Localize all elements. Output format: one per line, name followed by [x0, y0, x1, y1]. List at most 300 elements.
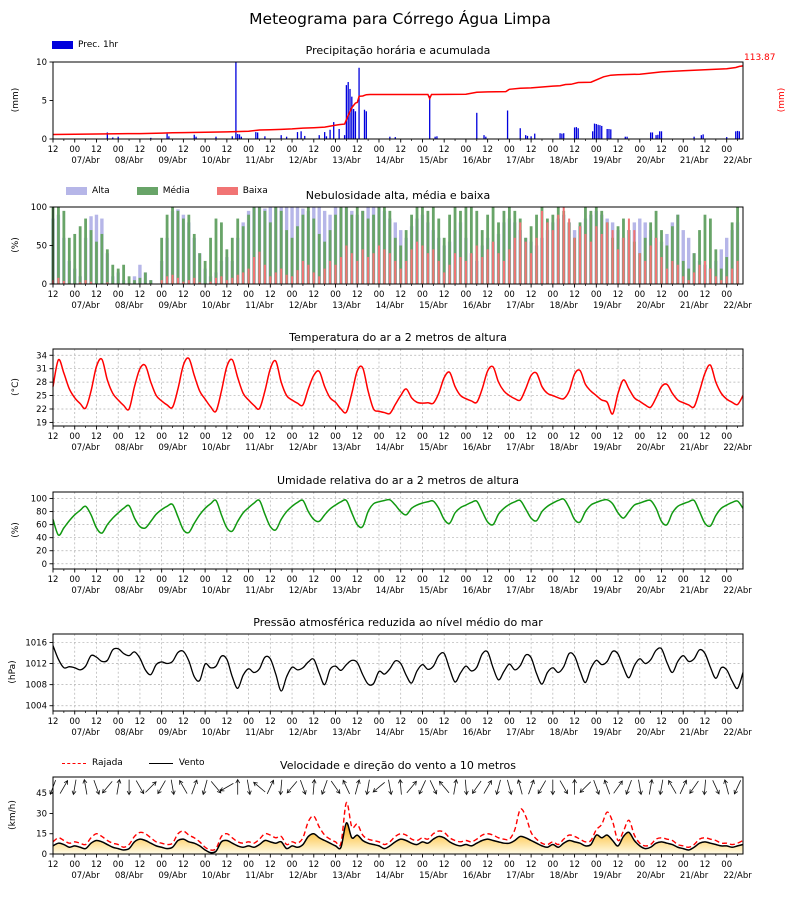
svg-text:18/Abr: 18/Abr: [549, 156, 578, 166]
svg-text:00: 00: [156, 717, 168, 727]
svg-text:10: 10: [36, 58, 47, 68]
svg-text:20/Abr: 20/Abr: [636, 728, 665, 738]
svg-text:12: 12: [177, 145, 189, 155]
svg-text:20/Abr: 20/Abr: [636, 156, 665, 166]
svg-text:00: 00: [634, 860, 646, 870]
svg-text:12: 12: [351, 575, 363, 585]
svg-text:00: 00: [721, 290, 733, 300]
svg-text:14/Abr: 14/Abr: [375, 586, 405, 596]
svg-text:19/Abr: 19/Abr: [592, 301, 622, 311]
svg-text:12: 12: [177, 432, 189, 442]
svg-text:08/Abr: 08/Abr: [114, 728, 144, 738]
svg-text:40: 40: [36, 533, 47, 544]
svg-text:0: 0: [41, 280, 47, 290]
svg-text:07/Abr: 07/Abr: [71, 301, 100, 311]
svg-text:10/Abr: 10/Abr: [201, 586, 231, 596]
svg-text:00: 00: [373, 575, 385, 585]
svg-text:16/Abr: 16/Abr: [462, 871, 491, 881]
svg-text:12: 12: [308, 860, 320, 870]
svg-text:0: 0: [41, 135, 47, 145]
svg-text:00: 00: [503, 145, 515, 155]
svg-text:11/Abr: 11/Abr: [245, 443, 274, 453]
svg-text:12: 12: [525, 575, 537, 585]
svg-text:00: 00: [503, 860, 515, 870]
svg-text:00: 00: [677, 290, 689, 300]
svg-text:12/Abr: 12/Abr: [288, 301, 318, 311]
svg-text:00: 00: [590, 717, 602, 727]
accum-total-annotation: 113.87: [744, 53, 776, 63]
svg-text:00: 00: [417, 290, 428, 300]
baixa-swatch: [217, 187, 238, 195]
svg-text:00: 00: [460, 575, 472, 585]
svg-text:00: 00: [417, 145, 428, 155]
svg-text:00: 00: [590, 290, 602, 300]
svg-text:12: 12: [482, 432, 494, 442]
svg-text:12: 12: [221, 432, 233, 442]
svg-text:12: 12: [569, 717, 580, 727]
svg-text:12: 12: [612, 575, 624, 585]
svg-text:12: 12: [438, 432, 450, 442]
svg-text:12: 12: [351, 860, 363, 870]
svg-text:100: 100: [30, 203, 47, 213]
svg-text:12: 12: [525, 860, 537, 870]
svg-text:12: 12: [438, 717, 450, 727]
svg-text:00: 00: [417, 575, 428, 585]
svg-text:12: 12: [221, 290, 233, 300]
svg-text:12: 12: [612, 717, 624, 727]
svg-text:12: 12: [438, 290, 450, 300]
svg-text:00: 00: [634, 717, 646, 727]
svg-text:16/Abr: 16/Abr: [462, 728, 491, 738]
svg-text:00: 00: [199, 860, 211, 870]
svg-text:12: 12: [264, 290, 276, 300]
svg-text:12: 12: [308, 145, 320, 155]
panel-title-temperature: Temperatura do ar a 2 metros de altura: [289, 331, 507, 344]
svg-text:00: 00: [503, 575, 515, 585]
svg-text:00: 00: [69, 290, 81, 300]
svg-text:08/Abr: 08/Abr: [114, 443, 144, 453]
svg-text:22/Abr: 22/Abr: [723, 301, 752, 311]
figure-title: Meteograma para Córrego Água Limpa: [249, 10, 551, 28]
svg-text:00: 00: [286, 290, 298, 300]
svg-text:07/Abr: 07/Abr: [71, 156, 100, 166]
svg-text:13/Abr: 13/Abr: [332, 301, 361, 311]
svg-text:15/Abr: 15/Abr: [419, 156, 448, 166]
svg-text:12: 12: [656, 290, 667, 300]
svg-text:14/Abr: 14/Abr: [375, 871, 405, 881]
svg-text:12: 12: [482, 860, 494, 870]
svg-text:08/Abr: 08/Abr: [114, 156, 144, 166]
svg-text:00: 00: [286, 145, 298, 155]
legend-wind: [62, 758, 205, 768]
svg-text:12: 12: [221, 717, 233, 727]
vento-swatch: [149, 763, 173, 764]
svg-text:12: 12: [47, 290, 59, 300]
precip-legend-label: Prec. 1hr: [78, 40, 119, 50]
svg-text:12: 12: [264, 717, 276, 727]
svg-text:19/Abr: 19/Abr: [592, 443, 622, 453]
svg-text:21/Abr: 21/Abr: [679, 156, 709, 166]
svg-text:15/Abr: 15/Abr: [419, 443, 448, 453]
svg-text:00: 00: [590, 145, 602, 155]
svg-text:00: 00: [721, 575, 733, 585]
svg-text:12: 12: [612, 860, 624, 870]
svg-text:15/Abr: 15/Abr: [419, 871, 448, 881]
svg-text:00: 00: [547, 290, 559, 300]
svg-text:20/Abr: 20/Abr: [636, 586, 665, 596]
svg-text:22/Abr: 22/Abr: [723, 443, 752, 453]
svg-text:00: 00: [112, 290, 124, 300]
y-label-pressure: (hPa): [8, 660, 18, 684]
legend-precipitation: [52, 40, 118, 50]
svg-text:00: 00: [286, 575, 298, 585]
svg-text:12/Abr: 12/Abr: [288, 728, 318, 738]
svg-text:12: 12: [482, 145, 494, 155]
svg-text:12: 12: [134, 145, 146, 155]
svg-text:80: 80: [36, 507, 47, 518]
svg-text:18/Abr: 18/Abr: [549, 586, 578, 596]
svg-text:00: 00: [199, 432, 211, 442]
svg-text:00: 00: [243, 575, 255, 585]
svg-text:30: 30: [36, 809, 47, 820]
svg-text:09/Abr: 09/Abr: [158, 301, 187, 311]
svg-text:00: 00: [69, 432, 81, 442]
svg-text:00: 00: [243, 432, 255, 442]
svg-text:100: 100: [30, 494, 47, 505]
svg-text:15/Abr: 15/Abr: [419, 301, 448, 311]
svg-text:00: 00: [460, 717, 472, 727]
svg-text:12: 12: [525, 290, 537, 300]
y-label-wind: (km/h): [8, 800, 18, 830]
y-label-cloudiness: (%): [11, 237, 21, 253]
svg-text:12: 12: [699, 860, 711, 870]
svg-text:28: 28: [36, 378, 47, 389]
svg-text:12: 12: [699, 432, 711, 442]
svg-text:12: 12: [91, 717, 102, 727]
svg-text:60: 60: [36, 520, 47, 531]
svg-text:00: 00: [547, 145, 559, 155]
svg-text:12: 12: [134, 290, 146, 300]
svg-text:00: 00: [547, 575, 559, 585]
svg-text:12: 12: [569, 432, 580, 442]
svg-text:08/Abr: 08/Abr: [114, 301, 144, 311]
svg-text:13/Abr: 13/Abr: [332, 728, 361, 738]
svg-text:22/Abr: 22/Abr: [723, 728, 752, 738]
svg-text:12: 12: [351, 432, 363, 442]
svg-text:45: 45: [36, 789, 47, 800]
svg-text:00: 00: [199, 717, 211, 727]
svg-text:00: 00: [547, 717, 559, 727]
svg-text:00: 00: [112, 860, 124, 870]
svg-text:12: 12: [91, 575, 102, 585]
svg-text:12: 12: [221, 575, 233, 585]
precip-swatch: [52, 41, 73, 49]
svg-text:00: 00: [590, 575, 602, 585]
svg-text:00: 00: [286, 860, 298, 870]
svg-text:20/Abr: 20/Abr: [636, 301, 665, 311]
svg-text:12: 12: [177, 860, 189, 870]
svg-text:00: 00: [417, 717, 428, 727]
svg-text:12: 12: [264, 145, 276, 155]
svg-text:00: 00: [156, 145, 168, 155]
svg-text:12/Abr: 12/Abr: [288, 871, 318, 881]
svg-text:00: 00: [634, 575, 646, 585]
svg-text:12: 12: [177, 290, 189, 300]
svg-text:21/Abr: 21/Abr: [679, 586, 709, 596]
svg-text:00: 00: [112, 575, 124, 585]
svg-text:19/Abr: 19/Abr: [592, 156, 622, 166]
y-label-precipitation: (mm): [11, 87, 21, 113]
svg-text:5: 5: [41, 96, 47, 107]
svg-text:17/Abr: 17/Abr: [506, 443, 535, 453]
svg-text:00: 00: [156, 290, 168, 300]
svg-text:17/Abr: 17/Abr: [506, 871, 535, 881]
svg-text:0: 0: [41, 850, 47, 860]
svg-text:12: 12: [91, 145, 102, 155]
svg-text:1012: 1012: [25, 659, 47, 670]
rajada-legend-label: Rajada: [92, 758, 123, 768]
svg-text:09/Abr: 09/Abr: [158, 728, 187, 738]
svg-text:18/Abr: 18/Abr: [549, 871, 578, 881]
svg-text:12: 12: [47, 717, 59, 727]
svg-text:12: 12: [395, 717, 407, 727]
svg-text:11/Abr: 11/Abr: [245, 156, 274, 166]
svg-text:12: 12: [612, 145, 624, 155]
svg-text:00: 00: [677, 860, 689, 870]
svg-text:12: 12: [438, 860, 450, 870]
svg-text:12: 12: [438, 145, 450, 155]
svg-text:00: 00: [199, 290, 211, 300]
svg-text:07/Abr: 07/Abr: [71, 586, 100, 596]
svg-text:12: 12: [134, 575, 146, 585]
svg-text:00: 00: [286, 432, 298, 442]
svg-text:00: 00: [69, 860, 81, 870]
svg-text:00: 00: [677, 717, 689, 727]
svg-text:10/Abr: 10/Abr: [201, 301, 231, 311]
svg-text:00: 00: [286, 717, 298, 727]
svg-text:12: 12: [656, 717, 667, 727]
svg-text:12: 12: [569, 575, 580, 585]
svg-text:09/Abr: 09/Abr: [158, 443, 187, 453]
svg-text:50: 50: [36, 241, 47, 252]
svg-text:00: 00: [330, 575, 341, 585]
svg-text:00: 00: [373, 145, 385, 155]
svg-text:00: 00: [330, 145, 341, 155]
svg-text:12: 12: [612, 290, 624, 300]
svg-text:00: 00: [721, 860, 733, 870]
svg-text:0: 0: [41, 559, 47, 570]
svg-text:12: 12: [395, 145, 407, 155]
svg-text:12: 12: [47, 575, 59, 585]
alta-swatch: [66, 187, 87, 195]
alta-legend-label: Alta: [92, 186, 110, 196]
media-legend-label: Média: [162, 186, 190, 196]
svg-text:00: 00: [243, 290, 255, 300]
svg-text:10/Abr: 10/Abr: [201, 156, 231, 166]
svg-text:20/Abr: 20/Abr: [636, 443, 665, 453]
y-label-accum-right: (mm): [777, 87, 787, 113]
svg-text:20/Abr: 20/Abr: [636, 871, 665, 881]
svg-text:16/Abr: 16/Abr: [462, 586, 491, 596]
svg-text:00: 00: [243, 860, 255, 870]
svg-text:00: 00: [634, 145, 646, 155]
svg-text:12: 12: [134, 432, 146, 442]
svg-text:00: 00: [503, 290, 515, 300]
svg-text:00: 00: [373, 432, 385, 442]
svg-text:00: 00: [112, 432, 124, 442]
svg-text:34: 34: [36, 351, 47, 362]
svg-text:12: 12: [264, 860, 276, 870]
svg-text:00: 00: [199, 145, 211, 155]
svg-text:12: 12: [134, 717, 146, 727]
svg-text:10/Abr: 10/Abr: [201, 443, 231, 453]
svg-text:12: 12: [525, 432, 537, 442]
svg-text:00: 00: [112, 145, 124, 155]
svg-text:08/Abr: 08/Abr: [114, 586, 144, 596]
panel-title-precipitation: Precipitação horária e acumulada: [305, 44, 491, 57]
svg-text:22/Abr: 22/Abr: [723, 586, 752, 596]
svg-text:00: 00: [156, 432, 168, 442]
svg-text:00: 00: [634, 432, 646, 442]
panel-title-cloudiness: Nebulosidade alta, média e baixa: [305, 189, 491, 202]
baixa-legend-label: Baixa: [242, 186, 268, 196]
svg-text:00: 00: [330, 860, 341, 870]
svg-text:13/Abr: 13/Abr: [332, 586, 361, 596]
svg-text:00: 00: [243, 145, 255, 155]
svg-text:12: 12: [221, 860, 233, 870]
svg-text:00: 00: [503, 717, 515, 727]
svg-text:14/Abr: 14/Abr: [375, 156, 405, 166]
svg-text:12: 12: [221, 145, 233, 155]
svg-text:14/Abr: 14/Abr: [375, 301, 405, 311]
svg-text:00: 00: [590, 432, 602, 442]
svg-text:15/Abr: 15/Abr: [419, 728, 448, 738]
svg-text:12: 12: [351, 717, 363, 727]
svg-text:08/Abr: 08/Abr: [114, 871, 144, 881]
svg-text:00: 00: [460, 290, 472, 300]
svg-text:12: 12: [91, 432, 102, 442]
svg-text:10/Abr: 10/Abr: [201, 871, 231, 881]
svg-text:07/Abr: 07/Abr: [71, 871, 100, 881]
svg-text:12: 12: [656, 575, 667, 585]
svg-text:00: 00: [677, 432, 689, 442]
svg-text:12: 12: [47, 145, 59, 155]
svg-text:19/Abr: 19/Abr: [592, 728, 622, 738]
svg-text:12: 12: [47, 432, 59, 442]
svg-text:00: 00: [330, 717, 341, 727]
svg-text:14/Abr: 14/Abr: [375, 443, 405, 453]
vento-legend-label: Vento: [178, 758, 205, 768]
svg-text:12: 12: [134, 860, 146, 870]
svg-text:21/Abr: 21/Abr: [679, 728, 709, 738]
svg-text:11/Abr: 11/Abr: [245, 871, 274, 881]
svg-text:12: 12: [395, 290, 407, 300]
svg-text:00: 00: [634, 290, 646, 300]
svg-text:12: 12: [482, 717, 494, 727]
svg-text:00: 00: [677, 145, 689, 155]
svg-text:12/Abr: 12/Abr: [288, 586, 318, 596]
svg-text:21/Abr: 21/Abr: [679, 443, 709, 453]
svg-text:12: 12: [308, 432, 320, 442]
svg-text:00: 00: [156, 860, 168, 870]
rajada-swatch: [62, 763, 86, 764]
svg-text:18/Abr: 18/Abr: [549, 443, 578, 453]
panel-title-humidity: Umidade relativa do ar a 2 metros de altura: [276, 474, 520, 487]
svg-text:31: 31: [36, 364, 47, 375]
svg-text:12: 12: [569, 145, 580, 155]
svg-text:09/Abr: 09/Abr: [158, 156, 187, 166]
svg-text:12: 12: [699, 575, 711, 585]
svg-text:12: 12: [482, 575, 494, 585]
svg-text:17/Abr: 17/Abr: [506, 156, 535, 166]
svg-text:11/Abr: 11/Abr: [245, 728, 274, 738]
svg-text:00: 00: [460, 145, 472, 155]
svg-text:13/Abr: 13/Abr: [332, 156, 361, 166]
svg-text:00: 00: [330, 432, 341, 442]
svg-text:00: 00: [721, 145, 733, 155]
svg-text:12: 12: [91, 290, 102, 300]
svg-text:00: 00: [460, 860, 472, 870]
svg-text:00: 00: [547, 860, 559, 870]
svg-text:22: 22: [36, 404, 47, 415]
svg-text:12: 12: [47, 860, 59, 870]
svg-text:12: 12: [395, 575, 407, 585]
svg-text:07/Abr: 07/Abr: [71, 443, 100, 453]
svg-text:12: 12: [395, 432, 407, 442]
svg-text:15/Abr: 15/Abr: [419, 586, 448, 596]
svg-text:1004: 1004: [25, 701, 47, 712]
svg-text:19/Abr: 19/Abr: [592, 871, 622, 881]
svg-text:09/Abr: 09/Abr: [158, 871, 187, 881]
svg-text:12: 12: [699, 290, 711, 300]
svg-text:12: 12: [308, 575, 320, 585]
svg-text:12: 12: [438, 575, 450, 585]
svg-text:00: 00: [721, 717, 733, 727]
svg-text:12: 12: [351, 145, 363, 155]
svg-text:14/Abr: 14/Abr: [375, 728, 405, 738]
svg-text:00: 00: [417, 860, 428, 870]
svg-text:12: 12: [699, 717, 711, 727]
svg-text:00: 00: [677, 575, 689, 585]
y-label-humidity: (%): [11, 522, 21, 538]
svg-text:12: 12: [91, 860, 102, 870]
svg-text:20: 20: [36, 546, 47, 557]
svg-text:12: 12: [264, 575, 276, 585]
svg-text:00: 00: [330, 290, 341, 300]
svg-text:12/Abr: 12/Abr: [288, 443, 318, 453]
svg-text:12: 12: [308, 290, 320, 300]
svg-text:12: 12: [308, 717, 320, 727]
svg-text:00: 00: [590, 860, 602, 870]
svg-text:00: 00: [373, 717, 385, 727]
svg-text:18/Abr: 18/Abr: [549, 728, 578, 738]
panel-title-pressure: Pressão atmosférica reduzida ao nível médio do mar: [253, 616, 543, 629]
svg-text:12: 12: [525, 145, 537, 155]
svg-text:12: 12: [656, 145, 667, 155]
svg-text:00: 00: [156, 575, 168, 585]
media-swatch: [137, 187, 158, 195]
svg-text:00: 00: [69, 145, 81, 155]
svg-text:17/Abr: 17/Abr: [506, 586, 535, 596]
svg-text:12: 12: [351, 290, 363, 300]
svg-text:00: 00: [112, 717, 124, 727]
svg-text:1016: 1016: [25, 638, 47, 649]
svg-text:00: 00: [69, 575, 81, 585]
svg-text:11/Abr: 11/Abr: [245, 586, 274, 596]
svg-text:09/Abr: 09/Abr: [158, 586, 187, 596]
svg-text:17/Abr: 17/Abr: [506, 728, 535, 738]
svg-text:12/Abr: 12/Abr: [288, 156, 318, 166]
